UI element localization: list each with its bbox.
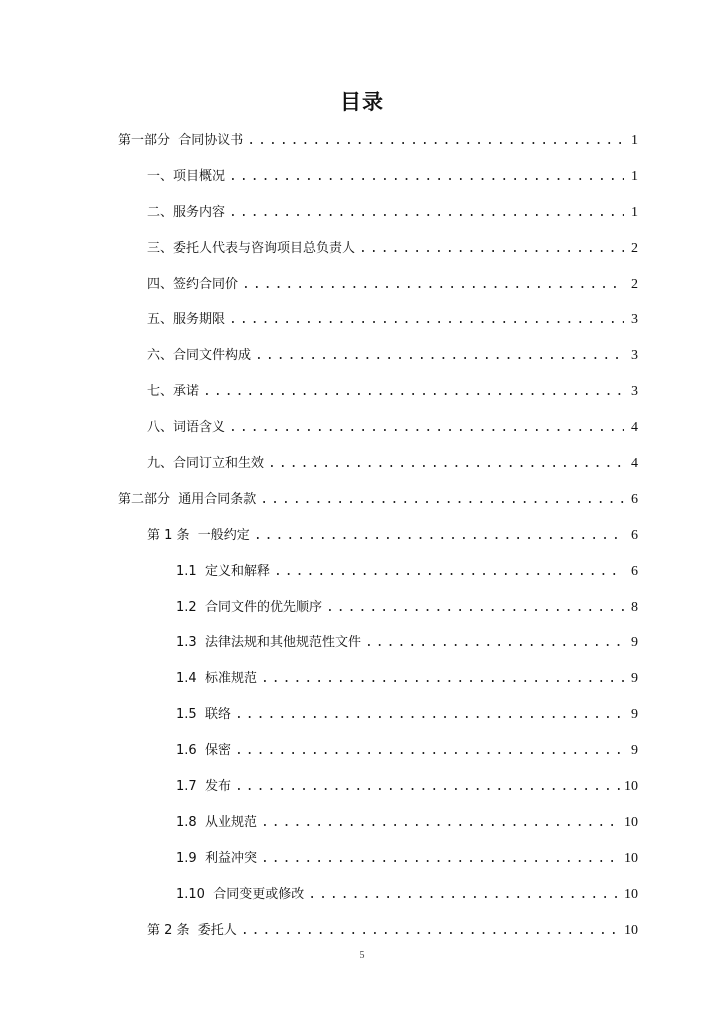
toc-entry-text: 1.3 法律法规和其他规范性文件 — [176, 635, 361, 651]
toc-entry-link[interactable] — [147, 273, 638, 293]
toc-entry — [0, 193, 724, 229]
toc-entry-link[interactable] — [176, 667, 638, 687]
toc-entry-link[interactable] — [147, 452, 638, 472]
toc-dot-leader — [326, 601, 624, 614]
toc-entry-page-number: 6 — [631, 563, 638, 579]
toc-entry-page-number: 10 — [624, 922, 638, 938]
toc-dot-leader — [229, 170, 624, 183]
toc-entry-text: 1.1 定义和解释 — [176, 563, 270, 579]
toc-entry-link[interactable] — [176, 775, 638, 795]
toc-entry-text: 六、合同文件构成 — [147, 348, 252, 364]
toc-dot-leader — [359, 242, 624, 255]
toc-entry-page-number: 6 — [631, 491, 638, 507]
toc-entry-text: 1.2 合同文件的优先顺序 — [176, 599, 322, 615]
toc-entry-link[interactable] — [176, 596, 638, 616]
toc-entry-page-number: 3 — [631, 348, 638, 364]
toc-dot-leader — [229, 421, 624, 434]
toc-dot-leader — [261, 816, 620, 829]
toc-entry — [0, 300, 724, 336]
toc-entry-page-number: 2 — [631, 276, 638, 292]
toc-entry-link[interactable] — [176, 739, 638, 759]
toc-entry-text: 1.10 合同变更或修改 — [176, 886, 305, 902]
toc-entry-page-number: 9 — [631, 743, 638, 759]
toc-entry-page-number: 10 — [624, 814, 638, 830]
toc-dot-leader — [242, 278, 624, 291]
toc-entry-link[interactable] — [147, 165, 638, 185]
toc-entry — [0, 803, 724, 839]
toc-entry — [0, 444, 724, 480]
toc-entry-text: 第二部分 通用合同条款 — [118, 491, 257, 507]
toc-entry-page-number: 1 — [631, 132, 638, 148]
toc-entry-page-number: 9 — [631, 635, 638, 651]
toc-entry-page-number: 1 — [631, 168, 638, 184]
toc-entry-page-number: 4 — [631, 455, 638, 471]
toc-dot-leader — [229, 313, 624, 326]
toc-entry-text: 第 2 条 委托人 — [147, 922, 237, 938]
toc-entry-page-number: 3 — [631, 312, 638, 328]
toc-entry-link[interactable] — [147, 344, 638, 364]
toc-entry-text: 四、签约合同价 — [147, 276, 239, 292]
toc-dot-leader — [260, 493, 624, 506]
toc-entry-text: 1.4 标准规范 — [176, 671, 257, 687]
toc-entry-text: 1.5 联络 — [176, 707, 231, 723]
toc-dot-leader — [235, 780, 620, 793]
toc-entry — [0, 767, 724, 803]
toc-entry — [0, 659, 724, 695]
toc-entry-text: 三、委托人代表与咨询项目总负责人 — [147, 240, 356, 256]
toc-entry — [0, 121, 724, 157]
toc-dot-leader — [235, 744, 624, 757]
toc-entry — [0, 157, 724, 193]
toc-entry — [0, 839, 724, 875]
toc-entry — [0, 911, 724, 947]
toc-entry-text: 七、承诺 — [147, 384, 200, 400]
toc-entry — [0, 623, 724, 659]
toc-entry-link[interactable] — [147, 237, 638, 257]
toc-entry-page-number: 9 — [631, 707, 638, 723]
toc-dot-leader — [229, 206, 624, 219]
toc-entry — [0, 695, 724, 731]
toc-entry-page-number: 6 — [631, 527, 638, 543]
toc-entry-page-number: 1 — [631, 204, 638, 220]
toc-entry-text: 五、服务期限 — [147, 312, 226, 328]
toc-dot-leader — [268, 457, 624, 470]
toc-dot-leader — [203, 385, 624, 398]
toc-entry-text: 一、项目概况 — [147, 168, 226, 184]
toc-entry-text: 九、合同订立和生效 — [147, 455, 265, 471]
toc-entry-link[interactable] — [176, 631, 638, 651]
toc-entry-text: 八、词语含义 — [147, 420, 226, 436]
toc-dot-leader — [255, 349, 624, 362]
page-number: 5 — [359, 950, 365, 961]
toc-entry-link[interactable] — [147, 919, 638, 939]
toc-dot-leader — [254, 529, 624, 542]
toc-title: 目录 — [340, 90, 384, 114]
toc-entry-link[interactable] — [176, 883, 638, 903]
toc-entry-link[interactable] — [176, 811, 638, 831]
toc-entry — [0, 372, 724, 408]
toc-dot-leader — [261, 672, 624, 685]
toc-entry-text: 1.8 从业规范 — [176, 814, 257, 830]
toc-entry-link[interactable] — [147, 201, 638, 221]
toc-entry-link[interactable] — [176, 847, 638, 867]
toc-entry — [0, 516, 724, 552]
toc-entry-text: 第一部分 合同协议书 — [118, 132, 244, 148]
toc-dot-leader — [261, 852, 620, 865]
toc-entry-page-number: 10 — [624, 778, 638, 794]
toc-entry — [0, 731, 724, 767]
toc-dot-leader — [247, 134, 624, 147]
toc-entry-page-number: 3 — [631, 384, 638, 400]
toc-entry — [0, 408, 724, 444]
toc-entry-page-number: 4 — [631, 420, 638, 436]
toc-entry — [0, 552, 724, 588]
toc-dot-leader — [308, 888, 620, 901]
toc-entry-link[interactable] — [147, 308, 638, 328]
toc-dot-leader — [235, 708, 624, 721]
toc-entry-link[interactable] — [176, 560, 638, 580]
toc-entry-page-number: 10 — [624, 886, 638, 902]
toc-entry-link[interactable] — [147, 380, 638, 400]
table-of-contents — [0, 121, 724, 946]
toc-dot-leader — [365, 636, 624, 649]
toc-entry-text: 1.9 利益冲突 — [176, 850, 257, 866]
toc-entry-text: 二、服务内容 — [147, 204, 226, 220]
toc-entry-link[interactable] — [118, 488, 638, 508]
toc-entry — [0, 265, 724, 301]
toc-entry-page-number: 8 — [631, 599, 638, 615]
toc-entry — [0, 875, 724, 911]
toc-entry-page-number: 9 — [631, 671, 638, 687]
toc-entry — [0, 480, 724, 516]
toc-entry-page-number: 2 — [631, 240, 638, 256]
toc-entry — [0, 336, 724, 372]
toc-entry-page-number: 10 — [624, 850, 638, 866]
toc-entry — [0, 229, 724, 265]
toc-entry-text: 1.7 发布 — [176, 778, 231, 794]
toc-entry-text: 1.6 保密 — [176, 743, 231, 759]
toc-dot-leader — [241, 924, 620, 937]
toc-entry — [0, 588, 724, 624]
toc-entry-text: 第 1 条 一般约定 — [147, 527, 250, 543]
toc-entry-link[interactable] — [176, 703, 638, 723]
toc-entry-link[interactable] — [118, 129, 638, 149]
toc-entry-link[interactable] — [147, 416, 638, 436]
toc-dot-leader — [274, 565, 624, 578]
toc-entry-link[interactable] — [147, 524, 638, 544]
